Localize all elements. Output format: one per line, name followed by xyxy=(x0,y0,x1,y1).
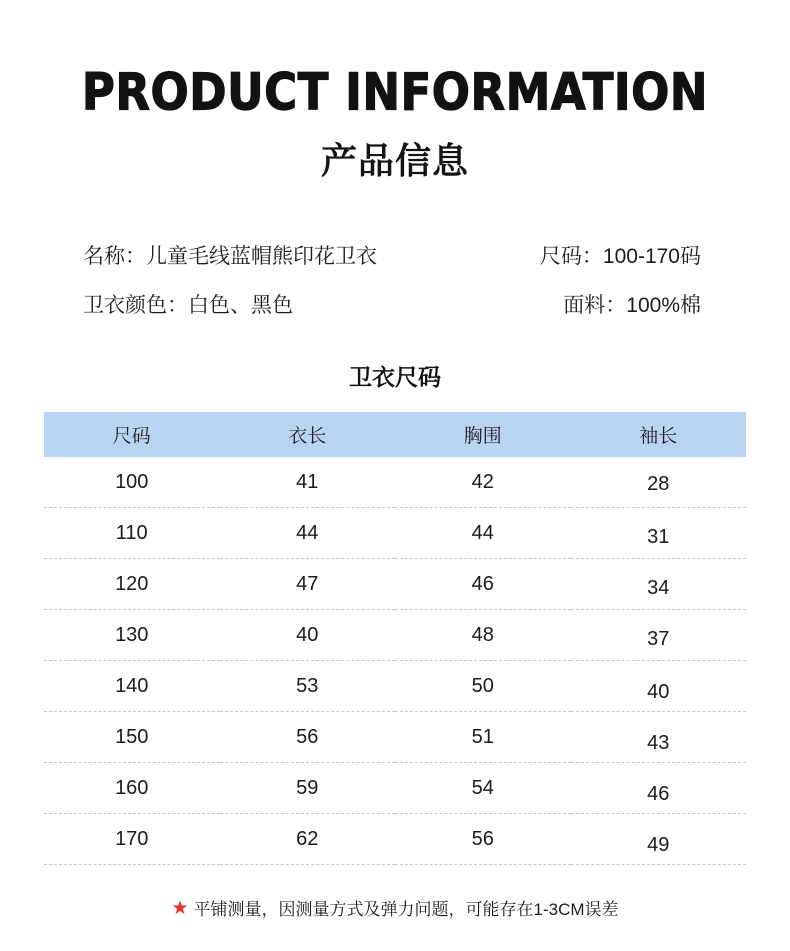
info-value-color: 白色、黑色 xyxy=(188,294,293,318)
info-pair-size xyxy=(540,240,707,270)
cell-sleeve: 40 xyxy=(571,667,747,718)
cell-bust: 51 xyxy=(395,712,571,763)
info-label-fabric: 面料： xyxy=(563,294,627,318)
size-table-body xyxy=(44,457,746,865)
cell-bust: 48 xyxy=(395,610,571,661)
page-header xyxy=(0,0,790,184)
table-row xyxy=(44,661,746,712)
page-title-english: PRODUCT INFORMATION xyxy=(81,62,709,122)
cell-bust: 50 xyxy=(395,661,571,712)
measurement-footnote xyxy=(0,895,790,920)
cell-size: 120 xyxy=(44,559,220,610)
info-value-fabric: 100%棉 xyxy=(626,294,701,318)
cell-size: 140 xyxy=(44,661,220,712)
info-value-name: 儿童毛线蓝帽熊印花卫衣 xyxy=(146,245,377,269)
cell-sleeve: 31 xyxy=(571,512,747,563)
cell-length: 44 xyxy=(220,508,396,559)
size-table xyxy=(44,412,746,865)
table-header-row xyxy=(44,412,746,457)
info-row xyxy=(83,289,707,319)
column-header-sleeve: 袖长 xyxy=(571,412,747,457)
cell-bust: 42 xyxy=(395,457,571,508)
cell-sleeve: 37 xyxy=(571,614,747,665)
cell-sleeve: 34 xyxy=(571,563,747,614)
cell-sleeve: 49 xyxy=(571,820,747,871)
product-info-block xyxy=(83,240,707,319)
cell-length: 40 xyxy=(220,610,396,661)
table-row xyxy=(44,559,746,610)
cell-size: 170 xyxy=(44,814,220,865)
table-row xyxy=(44,508,746,559)
table-row xyxy=(44,610,746,661)
size-table-title: 卫衣尺码 xyxy=(349,364,441,391)
table-row xyxy=(44,712,746,763)
table-row xyxy=(44,457,746,508)
info-pair-fabric xyxy=(563,289,707,319)
table-row xyxy=(44,814,746,865)
info-pair-name xyxy=(83,240,377,270)
column-header-length: 衣长 xyxy=(220,412,396,457)
cell-bust: 54 xyxy=(395,763,571,814)
info-label-color: 卫衣颜色： xyxy=(83,294,188,318)
page-title-chinese: 产品信息 xyxy=(320,140,469,182)
cell-length: 62 xyxy=(220,814,396,865)
star-icon: ★ xyxy=(171,898,189,920)
cell-bust: 46 xyxy=(395,559,571,610)
cell-length: 41 xyxy=(220,457,396,508)
cell-size: 110 xyxy=(44,508,220,559)
cell-length: 53 xyxy=(220,661,396,712)
column-header-size: 尺码 xyxy=(44,412,220,457)
footnote-text: 平铺测量，因测量方式及弹力问题，可能存在1-3CM误差 xyxy=(193,900,619,920)
info-label-name: 名称： xyxy=(83,245,146,269)
column-header-bust: 胸围 xyxy=(395,412,571,457)
info-row xyxy=(83,240,707,270)
cell-sleeve: 28 xyxy=(571,459,747,510)
info-value-size: 100-170码 xyxy=(602,245,701,269)
cell-length: 47 xyxy=(220,559,396,610)
size-table-head xyxy=(44,412,746,457)
cell-size: 100 xyxy=(44,457,220,508)
cell-length: 59 xyxy=(220,763,396,814)
cell-size: 150 xyxy=(44,712,220,763)
cell-size: 130 xyxy=(44,610,220,661)
cell-length: 56 xyxy=(220,712,396,763)
cell-sleeve: 43 xyxy=(571,718,747,769)
cell-bust: 44 xyxy=(395,508,571,559)
table-row xyxy=(44,763,746,814)
cell-bust: 56 xyxy=(395,814,571,865)
info-label-size: 尺码： xyxy=(539,245,603,269)
cell-size: 160 xyxy=(44,763,220,814)
info-pair-color xyxy=(83,289,293,319)
cell-sleeve: 46 xyxy=(571,769,747,820)
